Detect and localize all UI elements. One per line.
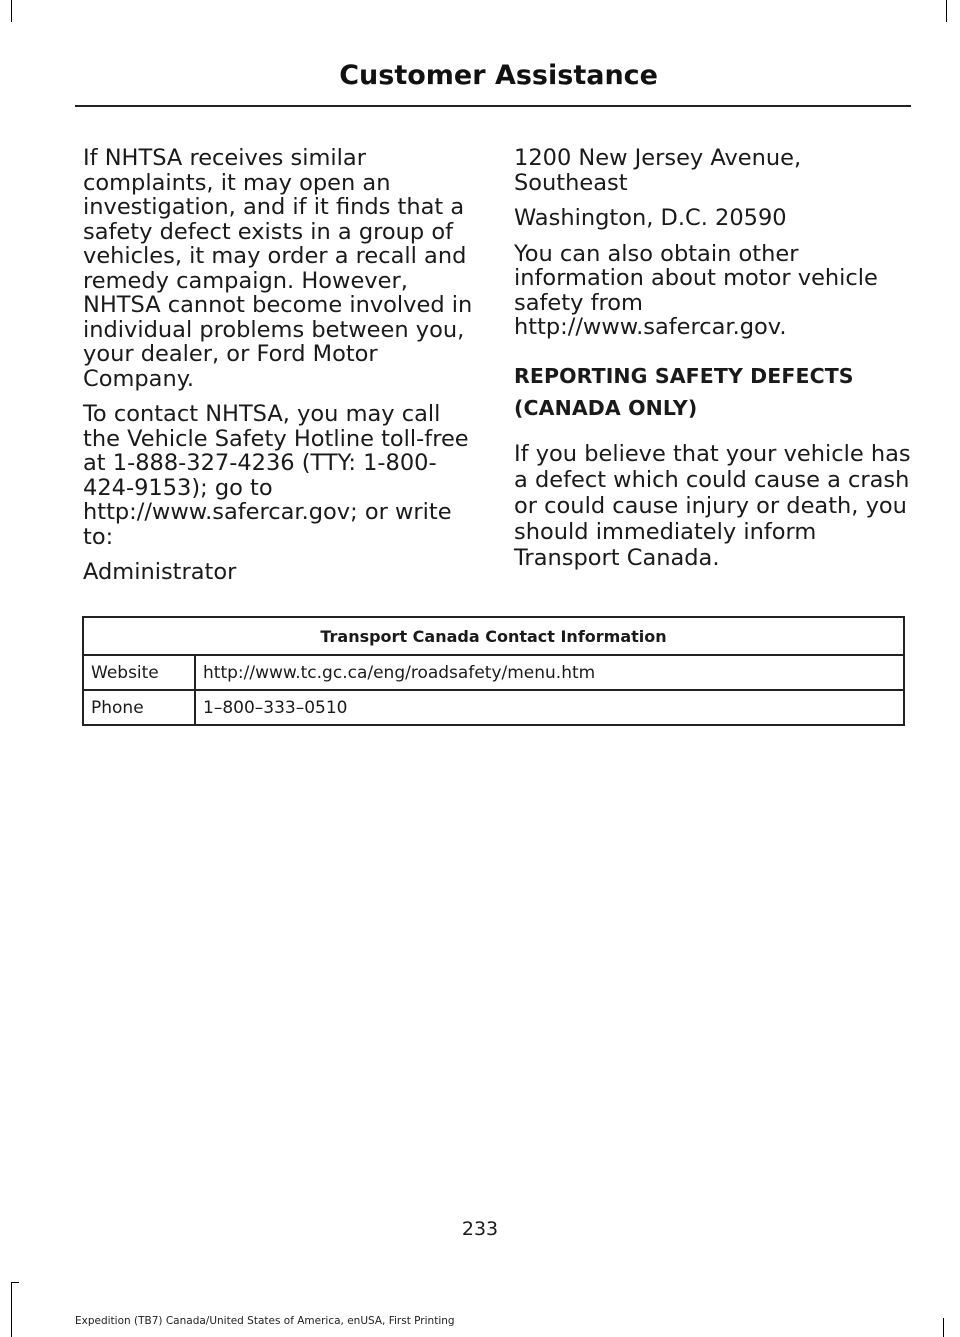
table-row bbox=[83, 655, 904, 690]
safety-info-paragraph: You can also obtain other information about motor vehicle safety from http://www.safercar.gov. bbox=[514, 240, 878, 340]
header-divider bbox=[75, 105, 911, 107]
table-title: Transport Canada Contact Information bbox=[83, 617, 904, 655]
row-label-phone: Phone bbox=[83, 690, 195, 725]
canada-defect-paragraph: If you believe that your vehicle has a defect which could cause a crash or could cause injury or death, you should immediately inform Transport Canada. bbox=[514, 440, 911, 571]
nhtsa-investigation-paragraph: If NHTSA receives similar complaints, it may open an investigation, and if it finds that a safety defect exists in a group of vehicles, it may order a recall and remedy campaign. However, NHTSA cannot become involved in individual problems between you, your dealer, or Ford Motor Company. bbox=[83, 145, 473, 392]
left-column bbox=[83, 146, 478, 596]
transport-canada-contact-table bbox=[82, 616, 905, 726]
crop-mark-top-left bbox=[11, 0, 12, 22]
right-column bbox=[514, 146, 914, 582]
section-heading-line1: REPORTING SAFETY DEFECTS bbox=[514, 363, 854, 388]
nhtsa-contact-paragraph: To contact NHTSA, you may call the Vehicle Safety Hotline toll-free at 1-888-327-4236 (TTY: 1-800-424-9153); go to http://www.safercar.gov; or write to: bbox=[83, 401, 469, 550]
row-value-website: http://www.tc.gc.ca/eng/roadsafety/menu.htm bbox=[195, 655, 904, 690]
table-row bbox=[83, 690, 904, 725]
crop-mark-bottom-left-h bbox=[11, 1282, 19, 1283]
page-number: 233 bbox=[461, 1218, 499, 1240]
crop-mark-bottom-left bbox=[11, 1282, 12, 1337]
address-street: 1200 New Jersey Avenue, Southeast bbox=[514, 145, 802, 196]
address-city: Washington, D.C. 20590 bbox=[514, 205, 787, 231]
row-label-website: Website bbox=[83, 655, 195, 690]
page-header-title: Customer Assistance bbox=[339, 60, 658, 91]
table-header-row bbox=[83, 617, 904, 655]
crop-mark-top-right bbox=[946, 0, 947, 22]
crop-mark-bottom-right bbox=[943, 1318, 944, 1337]
address-recipient: Administrator bbox=[83, 559, 237, 585]
row-value-phone: 1–800–333–0510 bbox=[195, 690, 904, 725]
section-heading-line2: (CANADA ONLY) bbox=[514, 395, 698, 420]
footer-text: Expedition (TB7) Canada/United States of America, enUSA, First Printing bbox=[75, 1315, 455, 1327]
